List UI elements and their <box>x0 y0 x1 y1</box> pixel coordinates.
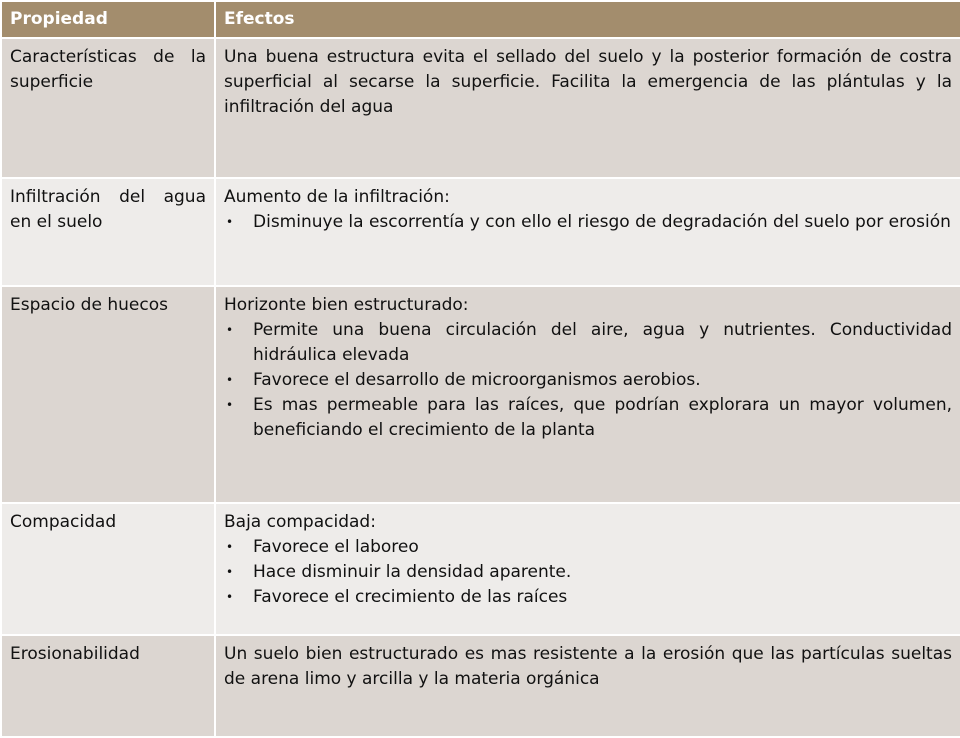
header-property: Propiedad <box>1 1 215 38</box>
effects-intro: Aumento de la infiltración: <box>224 187 450 207</box>
effects-cell <box>215 503 960 635</box>
list-item <box>224 585 952 610</box>
list-item-text: Hace disminuir la densidad aparente. <box>253 562 572 582</box>
list-item <box>224 368 952 393</box>
effects-list <box>224 210 952 235</box>
bullet-icon: • <box>226 398 234 412</box>
bullet-icon: • <box>226 373 234 387</box>
list-item-text: Es mas permeable para las raíces, que podrían explorara un mayor volumen, beneficiando el crecimiento de la planta <box>253 395 952 440</box>
table-body <box>1 38 960 737</box>
effects-text: Un suelo bien estructurado es mas resistente a la erosión que las partículas sueltas de arena limo y arcilla y la materia orgánica <box>224 644 952 689</box>
effects-cell <box>215 635 960 737</box>
effects-cell <box>215 286 960 503</box>
table-row <box>1 503 960 635</box>
bullet-icon: • <box>226 540 234 554</box>
list-item-text: Favorece el laboreo <box>253 537 419 557</box>
effects-cell <box>215 178 960 286</box>
bullet-icon: • <box>226 565 234 579</box>
list-item-text: Disminuye la escorrentía y con ello el riesgo de degradación del suelo por erosión <box>253 212 951 232</box>
list-item <box>224 560 952 585</box>
list-item <box>224 318 952 368</box>
table-row <box>1 38 960 178</box>
bullet-icon: • <box>226 215 234 229</box>
list-item-text: Permite una buena circulación del aire, agua y nutrientes. Conductividad hidráulica elevada <box>253 320 952 365</box>
property-cell: Infiltración del agua en el suelo <box>1 178 215 286</box>
effects-list <box>224 318 952 443</box>
list-item-text: Favorece el desarrollo de microorganismos aerobios. <box>253 370 701 390</box>
property-cell: Erosionabilidad <box>1 635 215 737</box>
property-cell: Características de la superficie <box>1 38 215 178</box>
table-row <box>1 178 960 286</box>
effects-list <box>224 535 952 610</box>
list-item <box>224 535 952 560</box>
bullet-icon: • <box>226 323 234 337</box>
effects-intro: Horizonte bien estructurado: <box>224 295 469 315</box>
effects-intro: Baja compacidad: <box>224 512 376 532</box>
list-item <box>224 210 952 235</box>
effects-cell <box>215 38 960 178</box>
property-cell: Espacio de huecos <box>1 286 215 503</box>
property-cell: Compacidad <box>1 503 215 635</box>
list-item-text: Favorece el crecimiento de las raíces <box>253 587 568 607</box>
header-row <box>1 1 960 38</box>
header-effects: Efectos <box>215 1 960 38</box>
bullet-icon: • <box>226 590 234 604</box>
effects-text: Una buena estructura evita el sellado del suelo y la posterior formación de costra superficial al secarse la superficie. Facilita la emergencia de las plántulas y la infiltración del agua <box>224 47 952 117</box>
table-row <box>1 635 960 737</box>
list-item <box>224 393 952 443</box>
table-header <box>1 1 960 38</box>
table-row <box>1 286 960 503</box>
